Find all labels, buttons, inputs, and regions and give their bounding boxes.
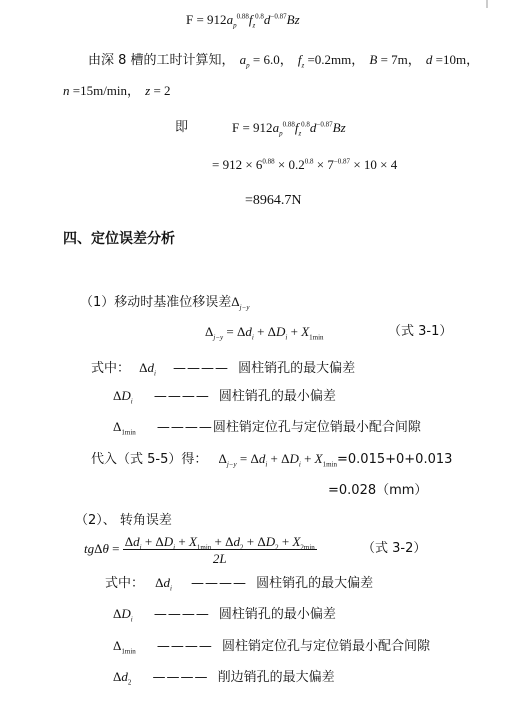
calc-line-3: =8964.7N	[245, 193, 302, 208]
sec1-title: （1）移动时基准位移误差$\Delta_{j-y}$	[80, 294, 250, 312]
calc-line-1: $F = 912a_p^{0.88}f_z^{0.8}d^{-0.87}Bz$	[232, 120, 346, 138]
corner-mark-right	[486, 0, 494, 8]
sec1-final: =0.028（mm）	[328, 483, 428, 498]
sec1-substitution: 代入（式 5-5）得： $\Delta_{j-y} = \Delta d_i + \Delta D_i + X_{1min}=0.015+0+0.013$	[91, 451, 453, 469]
ji-label: 即	[175, 120, 189, 135]
section-heading: 四、定位误差分析	[63, 231, 175, 247]
sec2-eq-number: （式 3-2）	[362, 541, 427, 556]
sec1-term-3: $\Delta_{1min}$ ————圆柱销定位孔与定位销最小配合间隙	[113, 419, 421, 437]
para1-line2: n =15m/min， z = 2	[63, 83, 171, 99]
para1-text: 由深 8 槽的工时计算知，	[88, 53, 235, 68]
sec2-term-3: $\Delta_{1min}$ ———— 圆柱销定位孔与定位销最小配合间隙	[113, 638, 430, 656]
sec1-term-2: $\Delta D_i$ ———— 圆柱销孔的最小偏差	[113, 388, 336, 406]
sec1-equation: $\Delta_{j-y} = \Delta d_i + \Delta D_i + X_{1min}$	[205, 324, 324, 342]
corner-mark-left	[56, 0, 64, 8]
sec2-equation: tgΔθ = $\frac{\Delta d_i + \Delta D_i + X_{1min} + \Delta d_2 + \Delta D_2 + X_{2min}}{2L}$	[84, 534, 315, 566]
formula-top: $F = 912a_p^{0.88}f_z^{0.8}d^{-0.87}Bz$	[186, 12, 300, 30]
sec1-term-1: 式中： $\Delta d_i$ ———— 圆柱销孔的最大偏差	[91, 360, 356, 378]
sec2-term-1: 式中： $\Delta d_i$ ———— 圆柱销孔的最大偏差	[105, 575, 374, 593]
sec2-term-4: $\Delta d_2$ ———— 削边销孔的最大偏差	[113, 669, 335, 687]
sec2-title: （2）、 转角误差	[75, 513, 172, 528]
calc-line-2: = $912 \times 6^{0.88} \times 0.2^{0.8} \times 7^{-0.87} \times 10 \times 4$	[212, 157, 398, 172]
sec1-eq-number: （式 3-1）	[388, 324, 453, 339]
sec2-fraction: $\frac{\Delta d_i + \Delta D_i + X_{1min} + \Delta d_2 + \Delta D_2 + X_{2min}}{2L}$	[124, 534, 315, 566]
para1-line1: 由深 8 槽的工时计算知， $a_p = 6.0$， $f_z =0.2mm$， B = 7m， d =10m，	[88, 52, 480, 70]
sec2-term-2: $\Delta D_i$ ———— 圆柱销孔的最小偏差	[113, 606, 336, 624]
